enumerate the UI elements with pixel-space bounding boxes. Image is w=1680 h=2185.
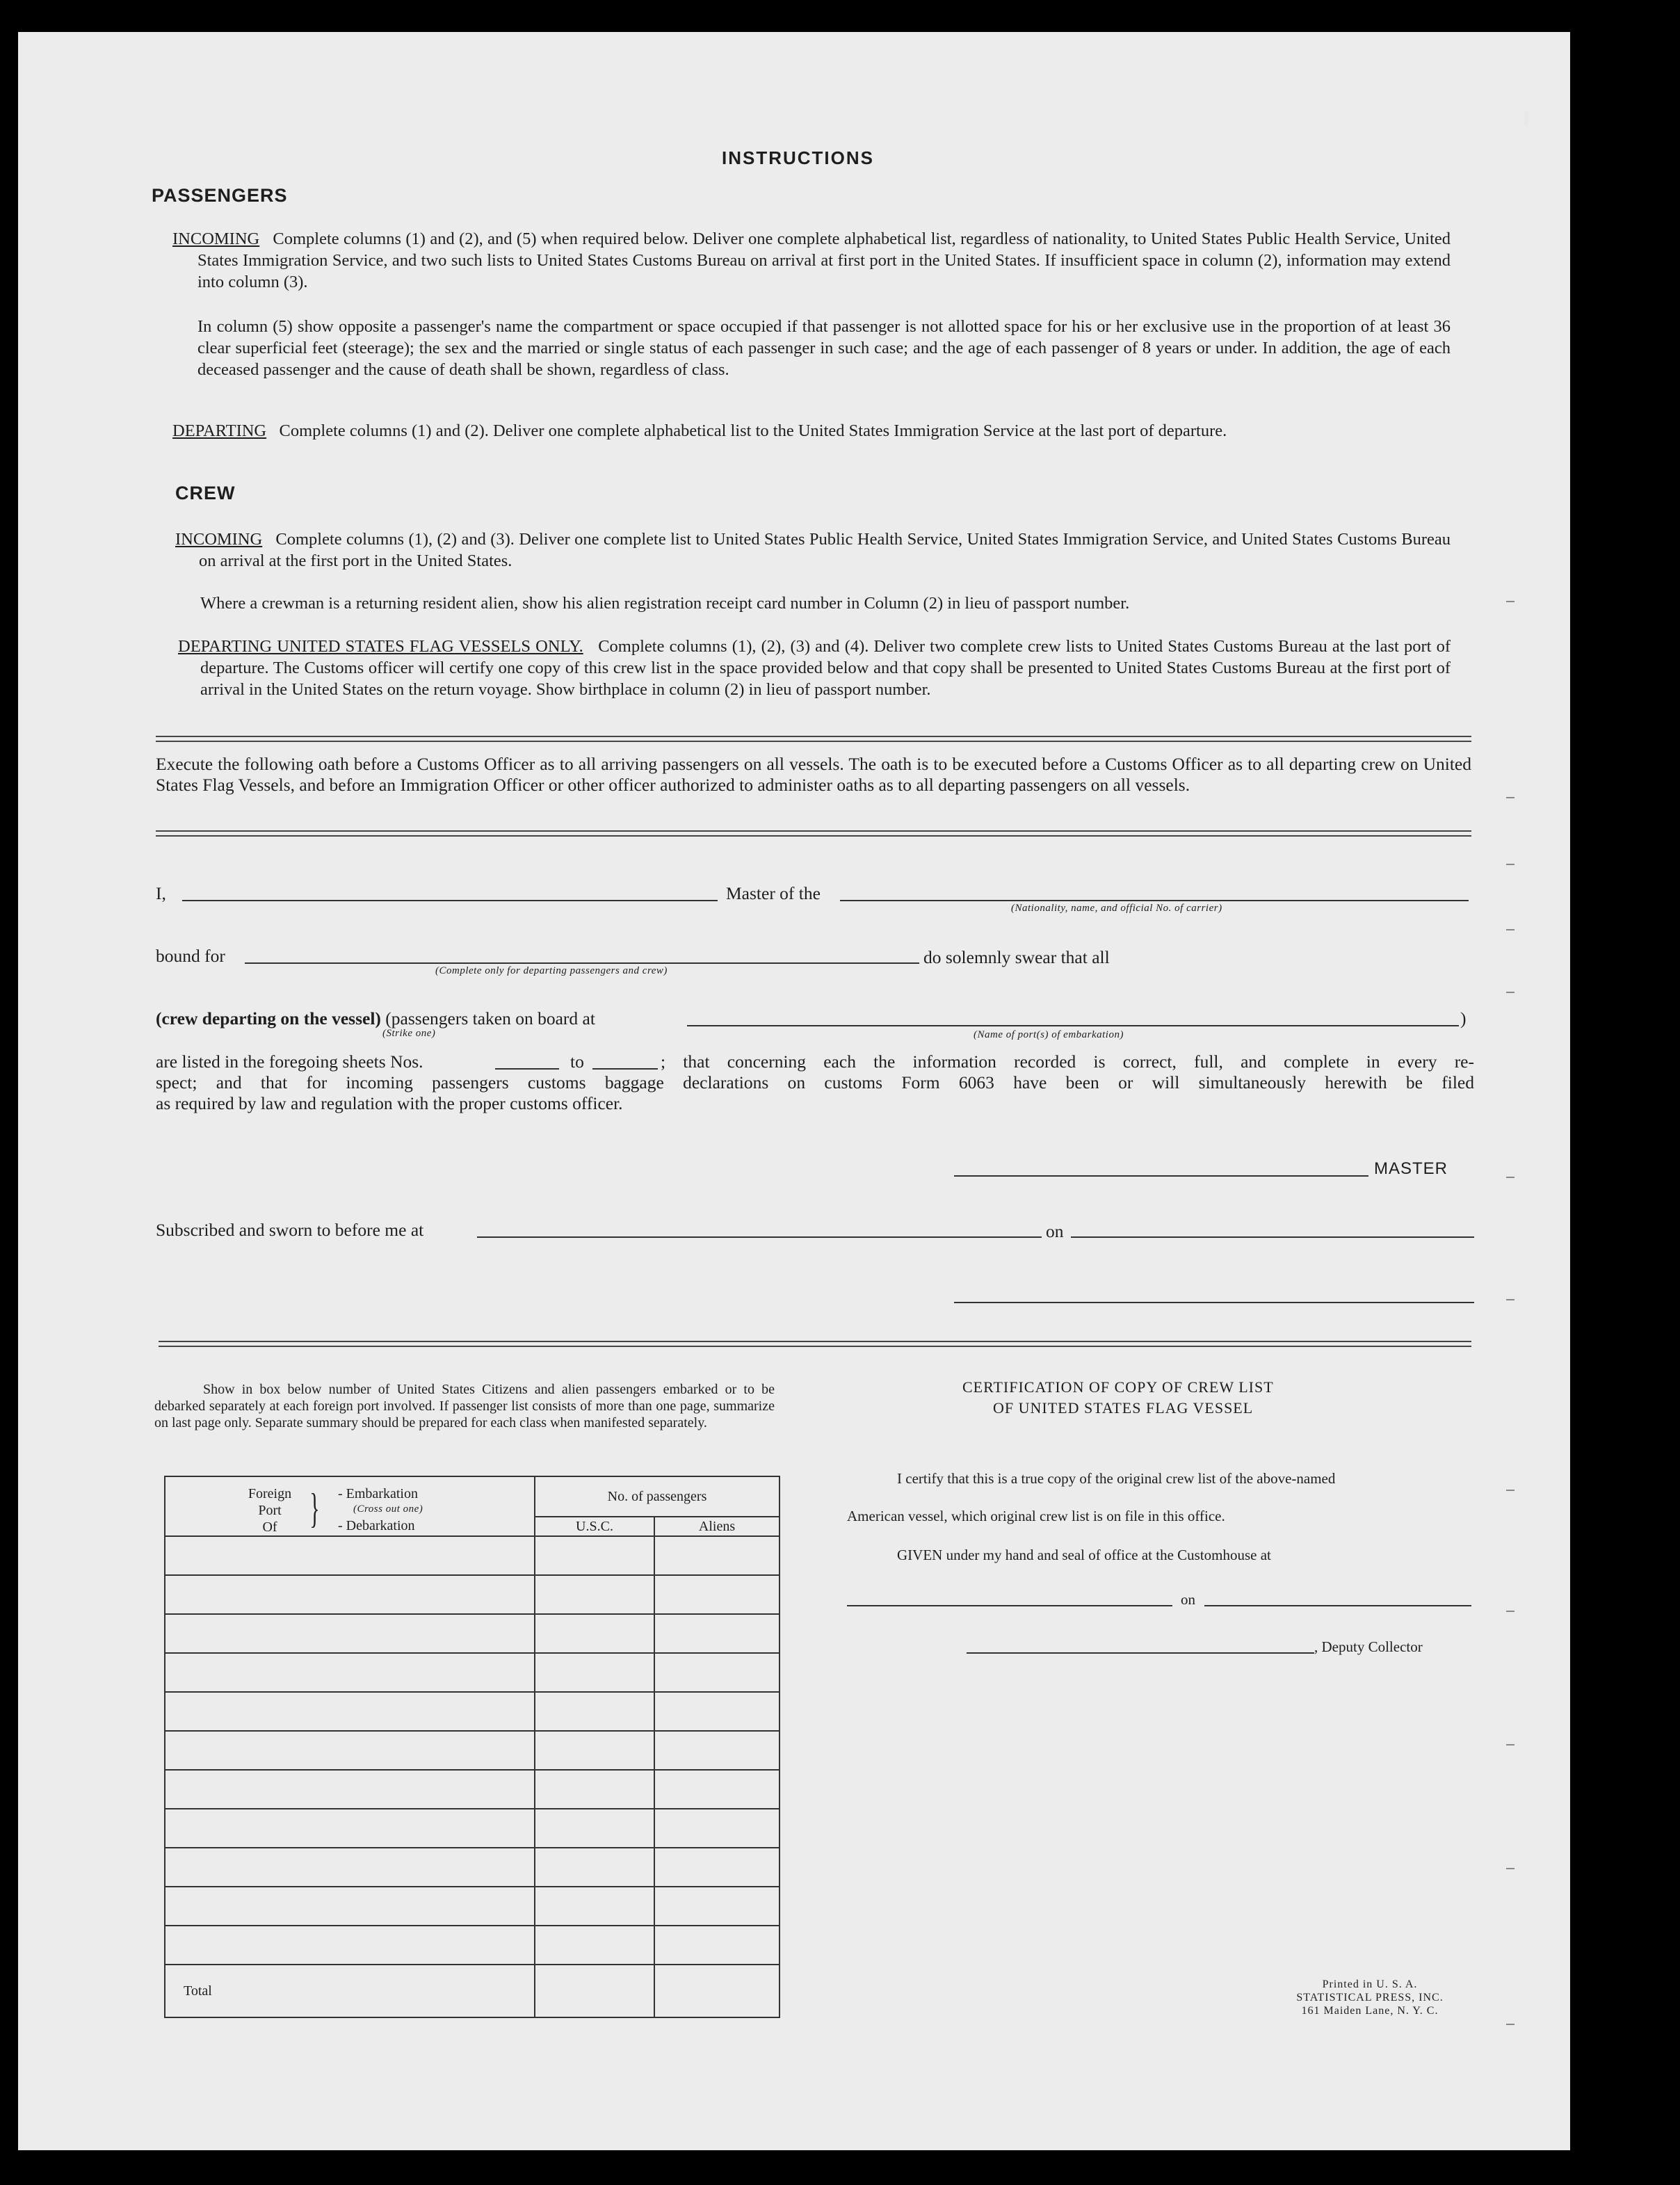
port-cell[interactable] [165, 1887, 535, 1926]
column5-paragraph: In column (5) show opposite a passenger's name the compartment or space occupied if that passenger is not allotted space for his or her exclusive use in the proportion of at least 36 clear superficial feet (steerage); the sex and the married or single status of each passenger in such case; and the age of each passenger of 8 years or under. In addition, the age of each deceased passenger and the cause of death shall be shown, regardless of class. [197, 317, 1451, 379]
usc-cell[interactable] [535, 1887, 654, 1926]
deputy-signature-field[interactable] [967, 1652, 1314, 1654]
passengers-incoming-paragraph [172, 228, 1451, 293]
carrier-note: (Nationality, name, and official No. of carrier) [1011, 903, 1222, 914]
aliens-cell[interactable] [654, 1653, 780, 1692]
embarkation-ports-field[interactable] [687, 1025, 1459, 1026]
summary-instructions: Show in box below number of United States Citizens and alien passengers embarked or to be debarked separately at each foreign port involved. If passenger list consists of more than one page, summarize on last page only. Separate summary should be prepared for each class when manifested separately. [154, 1382, 775, 1430]
bound-for-note: (Complete only for departing passengers and crew) [435, 965, 668, 976]
solemnly-label: do solemnly swear that all [923, 947, 1110, 967]
cross-out-note: (Cross out one) [353, 1503, 423, 1515]
margin-mark [1506, 1490, 1515, 1491]
printer-line-3: 161 Maiden Lane, N. Y. C. [1301, 2005, 1439, 2017]
of-label: Of [262, 1519, 277, 1535]
usc-total-cell[interactable] [535, 1965, 654, 2017]
margin-mark [1506, 1744, 1515, 1745]
sworn-place-field[interactable] [477, 1236, 1042, 1238]
listed-sheets-label: are listed in the foregoing sheets Nos. [156, 1051, 423, 1072]
oath-i-label: I, [156, 883, 166, 903]
port-cell[interactable] [165, 1770, 535, 1809]
certification-title-2: OF UNITED STATES FLAG VESSEL [993, 1399, 1254, 1417]
aliens-header: Aliens [654, 1517, 780, 1536]
port-label: Port [258, 1503, 282, 1518]
table-row [165, 1770, 780, 1809]
usc-cell[interactable] [535, 1575, 654, 1614]
ports-note: (Name of port(s) of embarkation) [974, 1029, 1124, 1040]
section-divider [159, 1341, 1471, 1347]
passengers-heading: PASSENGERS [152, 185, 288, 206]
listed-text-line-1: ; that concerning each the information recorded is correct, full, and complete in every re- [661, 1051, 1474, 1072]
certification-title-1: CERTIFICATION OF COPY OF CREW LIST [962, 1378, 1274, 1396]
table-row [165, 1731, 780, 1770]
passenger-summary-table [164, 1476, 780, 2018]
margin-mark [1506, 797, 1515, 798]
page-title: INSTRUCTIONS [722, 147, 874, 168]
margin-mark [1506, 864, 1515, 865]
port-cell[interactable] [165, 1653, 535, 1692]
sworn-date-field[interactable] [1071, 1236, 1474, 1238]
certification-line-2: American vessel, which original crew list is on file in this office. [847, 1508, 1225, 1524]
foreign-label: Foreign [248, 1486, 292, 1501]
passengers-incoming-label: INCOMING [172, 229, 260, 248]
master-of-the-label: Master of the [726, 883, 821, 903]
port-cell[interactable] [165, 1692, 535, 1731]
bound-for-label: bound for [156, 946, 225, 966]
aliens-cell[interactable] [654, 1614, 780, 1653]
aliens-cell[interactable] [654, 1887, 780, 1926]
crew-passengers-line [156, 1008, 595, 1029]
section-divider [156, 830, 1471, 837]
aliens-cell[interactable] [654, 1731, 780, 1770]
crew-departing-text: Complete columns (1), (2), (3) and (4). Deliver two complete crew lists to United States Customs Bureau at the last port of departure. The Customs officer will certify one copy of this crew list in the space provided below and that copy shall be presented to United States Customs Bureau at the first port of arrival in the United States on the return voyage. Show birthplace in column (2) in lieu of passport number. [200, 637, 1451, 699]
deputy-collector-label: , Deputy Collector [1314, 1638, 1423, 1655]
usc-cell[interactable] [535, 1536, 654, 1575]
port-cell[interactable] [165, 1809, 535, 1848]
table-row [165, 1575, 780, 1614]
foreign-port-header [165, 1476, 535, 1536]
table-row [165, 1848, 780, 1887]
passengers-departing-label: DEPARTING [172, 421, 267, 440]
certification-given: GIVEN under my hand and seal of office at the Customhouse at [897, 1547, 1271, 1563]
oath-intro-paragraph: Execute the following oath before a Customs Officer as to all arriving passengers on all vessels. The oath is to be executed before a Customs Officer as to all departing crew on United States Flag Vessels, and before an Immigration Officer or other officer authorized to administer oaths as to all departing passengers on all vessels. [156, 754, 1471, 795]
crew-departing-option[interactable]: (crew departing on the vessel) [156, 1008, 381, 1029]
port-cell[interactable] [165, 1926, 535, 1965]
close-paren: ) [1460, 1008, 1467, 1029]
usc-cell[interactable] [535, 1731, 654, 1770]
edge-mark [1524, 111, 1528, 125]
usc-header: U.S.C. [535, 1517, 654, 1536]
master-signature-field[interactable] [954, 1175, 1368, 1177]
brace-icon: } [309, 1485, 320, 1531]
total-row [165, 1965, 780, 2017]
margin-mark [1506, 1868, 1515, 1869]
port-cell[interactable] [165, 1536, 535, 1575]
bound-for-field[interactable] [245, 962, 919, 964]
sheet-to-field[interactable] [592, 1068, 658, 1070]
strike-one-note: (Strike one) [382, 1028, 436, 1039]
table-row [165, 1926, 780, 1965]
port-cell[interactable] [165, 1614, 535, 1653]
form-page [18, 32, 1570, 2150]
crew-resident-paragraph: Where a crewman is a returning resident alien, show his alien registration receipt card number in Column (2) in lieu of passport number. [200, 594, 1130, 613]
officer-signature-field[interactable] [954, 1302, 1474, 1303]
aliens-total-cell[interactable] [654, 1965, 780, 2017]
master-label: MASTER [1374, 1159, 1448, 1178]
table-row [165, 1809, 780, 1848]
sheet-from-field[interactable] [495, 1068, 559, 1070]
aliens-cell[interactable] [654, 1536, 780, 1575]
certification-line-1: I certify that this is a true copy of the original crew list of the above-named [897, 1470, 1336, 1487]
usc-cell[interactable] [535, 1653, 654, 1692]
aliens-cell[interactable] [654, 1848, 780, 1887]
debarkation-option[interactable]: - Debarkation [338, 1518, 415, 1533]
aliens-cell[interactable] [654, 1809, 780, 1848]
usc-cell[interactable] [535, 1848, 654, 1887]
listed-text-line-2: spect; and that for incoming passengers customs baggage declarations on customs Form 6063 have been or will simultaneously herewith be filed [156, 1072, 1474, 1092]
margin-mark [1506, 929, 1515, 930]
passengers-taken-option[interactable]: (passengers taken on board at [385, 1008, 595, 1029]
port-cell[interactable] [165, 1575, 535, 1614]
passengers-incoming-text: Complete columns (1) and (2), and (5) when required below. Deliver one complete alphabetical list, regardless of nationality, to United States Public Health Service, United States Immigration Service, and two such lists to United States Customs Bureau on arrival at first port in the United States. If insufficient space in column (2), information may extend into column (3). [197, 229, 1451, 291]
usc-cell[interactable] [535, 1926, 654, 1965]
aliens-cell[interactable] [654, 1770, 780, 1809]
aliens-cell[interactable] [654, 1575, 780, 1614]
printer-info [1252, 1978, 1488, 2017]
margin-mark [1506, 1177, 1515, 1178]
crew-departing-label: DEPARTING UNITED STATES FLAG VESSELS ONLY. [178, 637, 583, 656]
usc-cell[interactable] [535, 1809, 654, 1848]
crew-incoming-label: INCOMING [175, 530, 263, 549]
passengers-departing-paragraph [172, 420, 1451, 442]
table-row [165, 1653, 780, 1692]
aliens-cell[interactable] [654, 1926, 780, 1965]
customhouse-field[interactable] [847, 1605, 1172, 1606]
margin-mark [1506, 601, 1515, 602]
table-row [165, 1614, 780, 1653]
usc-cell[interactable] [535, 1770, 654, 1809]
margin-mark [1506, 992, 1515, 993]
table-row [165, 1887, 780, 1926]
master-name-field[interactable] [182, 900, 718, 901]
crew-departing-paragraph [178, 636, 1451, 700]
embarkation-option[interactable]: - Embarkation [338, 1486, 418, 1501]
margin-mark [1506, 1611, 1515, 1612]
margin-mark [1506, 2024, 1515, 2025]
aliens-cell[interactable] [654, 1692, 780, 1731]
sheet-to-label: to [570, 1051, 584, 1072]
table-row [165, 1692, 780, 1731]
crew-incoming-paragraph [175, 529, 1451, 572]
port-cell[interactable] [165, 1848, 535, 1887]
table-row [165, 1536, 780, 1575]
usc-cell[interactable] [535, 1614, 654, 1653]
no-passengers-header: No. of passengers [535, 1476, 780, 1517]
margin-mark [1506, 1299, 1515, 1300]
sworn-on-label: on [1046, 1221, 1064, 1241]
total-label: Total [165, 1965, 535, 2017]
usc-cell[interactable] [535, 1692, 654, 1731]
carrier-field[interactable] [840, 900, 1469, 901]
certification-date-field[interactable] [1204, 1605, 1471, 1606]
certification-on-label: on [1181, 1591, 1195, 1608]
port-cell[interactable] [165, 1731, 535, 1770]
section-divider [156, 736, 1471, 742]
subscribed-label: Subscribed and sworn to before me at [156, 1220, 424, 1240]
listed-text-line-3: as required by law and regulation with the proper customs officer. [156, 1093, 623, 1113]
crew-incoming-text: Complete columns (1), (2) and (3). Deliver one complete list to United States Public Health Service, United States Immigration Service, and United States Customs Bureau on arrival at the first port in the United States. [199, 530, 1451, 570]
printer-line-1: Printed in U. S. A. [1322, 1978, 1418, 1990]
crew-heading: CREW [175, 483, 236, 503]
passengers-departing-text: Complete columns (1) and (2). Deliver one complete alphabetical list to the United States Immigration Service at the last port of departure. [279, 421, 1227, 440]
printer-line-2: STATISTICAL PRESS, INC. [1296, 1992, 1444, 2003]
